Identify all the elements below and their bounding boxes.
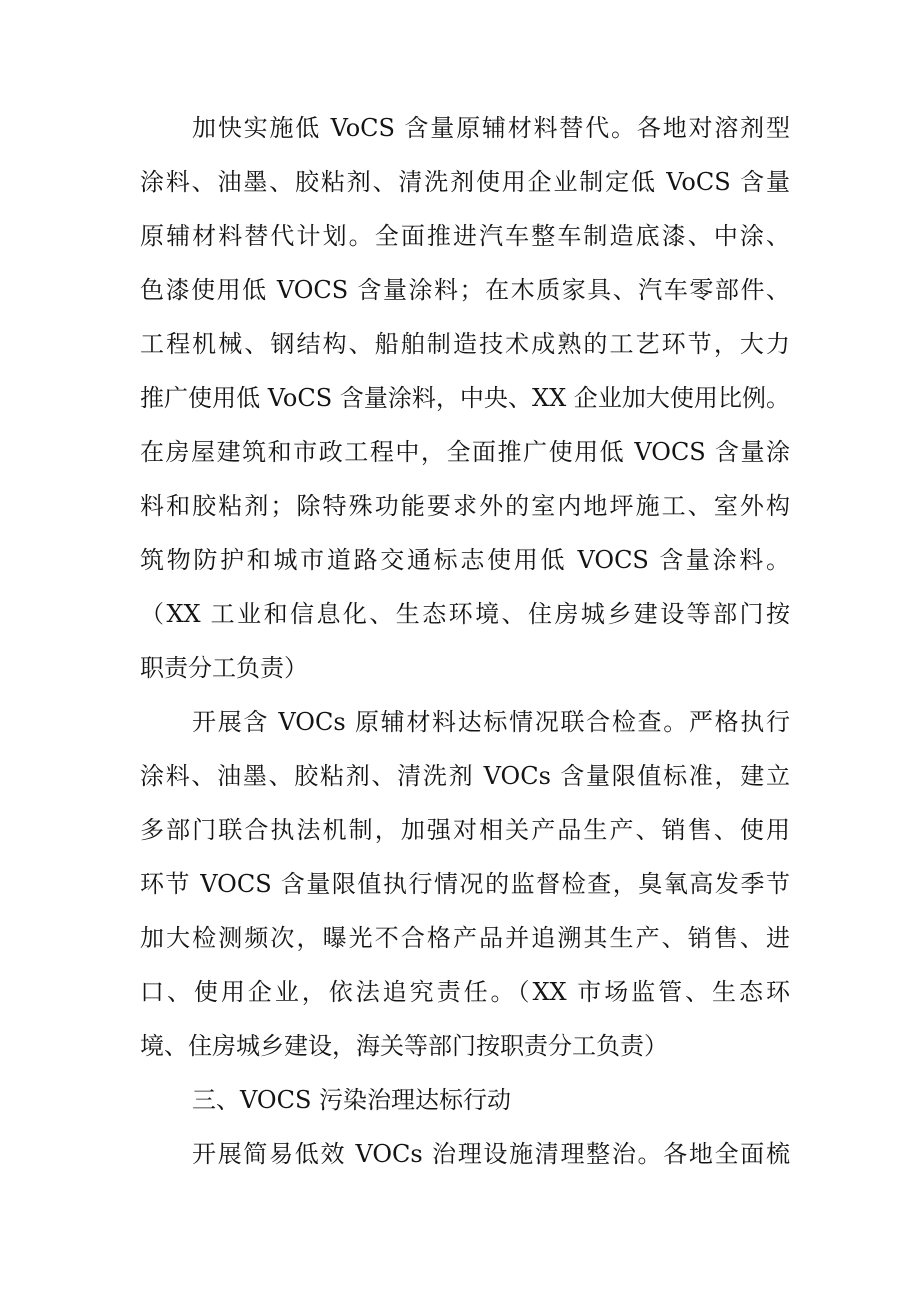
text-line: 涂料、油墨、胶粘剂、清洗剂使用企业制定低 VoCS 含量	[140, 168, 790, 196]
text-line: 筑物防护和城市道路交通标志使用低 VOCS 含量涂料。	[140, 546, 790, 574]
text-line: 加大检测频次，曝光不合格产品并追溯其生产、销售、进	[140, 924, 790, 952]
document-page	[140, 101, 790, 1181]
text-line: 原辅材料替代计划。全面推进汽车整车制造底漆、中涂、	[140, 222, 790, 250]
text-line: 口、使用企业，依法追究责任。（XX 市场监管、生态环	[140, 978, 790, 1006]
text-line: 境、住房城乡建设，海关等部门按职责分工负责）	[140, 1032, 668, 1060]
text-line: 在房屋建筑和市政工程中，全面推广使用低 VOCS 含量涂	[140, 438, 790, 466]
text-line: 料和胶粘剂；除特殊功能要求外的室内地坪施工、室外构	[140, 492, 790, 520]
text-line: 多部门联合执法机制，加强对相关产品生产、销售、使用	[140, 816, 790, 844]
section-heading-text: 三、VOCS 污染治理达标行动	[192, 1086, 512, 1114]
text-line: 开展含 VOCs 原辅材料达标情况联合检查。严格执行	[192, 708, 790, 736]
text-line: 涂料、油墨、胶粘剂、清洗剂 VOCs 含量限值标准，建立	[140, 762, 790, 790]
paragraph-voc-material-substitution	[140, 101, 790, 695]
text-line: 开展简易低效 VOCs 治理设施清理整治。各地全面梳	[192, 1140, 790, 1168]
text-line: 推广使用低 VoCS 含量涂料，中央、XX 企业加大使用比例。	[140, 384, 790, 412]
text-line: （XX 工业和信息化、生态环境、住房城乡建设等部门按	[140, 600, 790, 628]
text-line: 工程机械、钢结构、船舶制造技术成熟的工艺环节，大力	[140, 330, 790, 358]
text-line: 环节 VOCS 含量限值执行情况的监督检查，臭氧高发季节	[140, 870, 790, 898]
text-line: 职责分工负责）	[140, 654, 308, 682]
paragraph-joint-inspection	[140, 695, 790, 1073]
paragraph-low-efficiency-cleanup	[140, 1127, 790, 1181]
text-line: 色漆使用低 VOCS 含量涂料；在木质家具、汽车零部件、	[140, 276, 790, 304]
section-heading	[140, 1073, 790, 1127]
text-line: 加快实施低 VoCS 含量原辅材料替代。各地对溶剂型	[192, 114, 790, 142]
